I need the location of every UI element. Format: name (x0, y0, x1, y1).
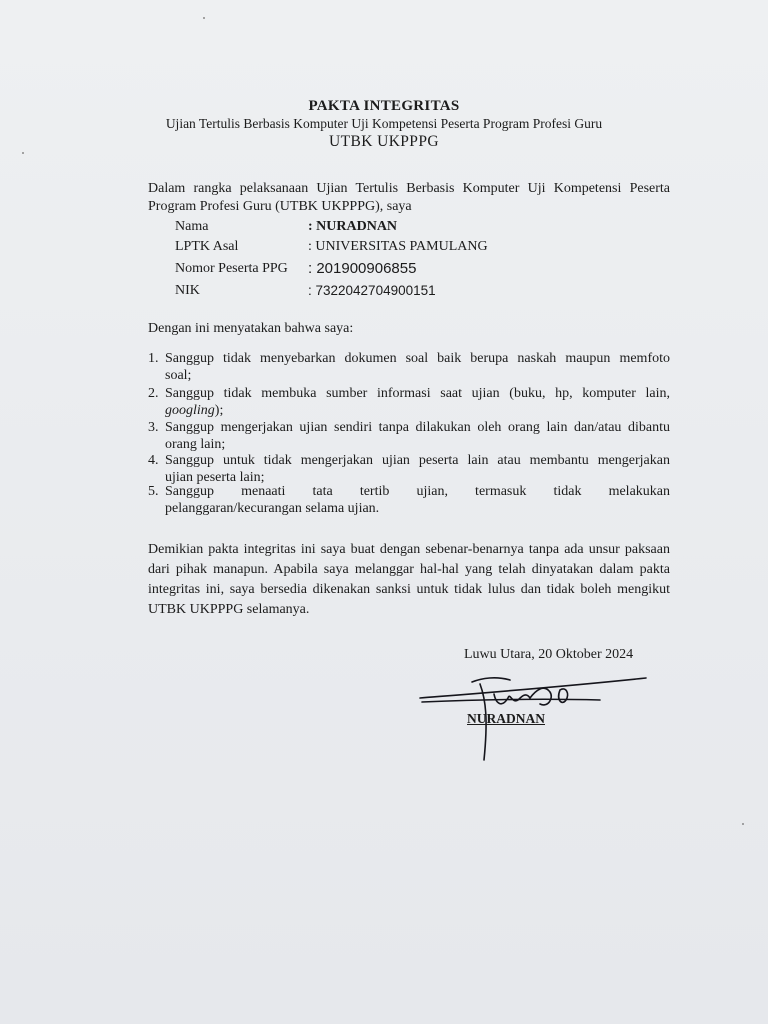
identity-label: Nomor Peserta PPG (175, 261, 288, 276)
scan-speck (742, 823, 744, 825)
list-text-continued (165, 403, 223, 420)
closing-paragraph: Demikian pakta integritas ini saya buat dengan sebenar-benarnya tanpa ada unsur paksaan dari pihak manapun. Apabila saya melanggar hal-hal yang telah dinyatakan dalam pakta integritas ini, saya bersedia dikenakan sanksi untuk tidak lulus dan tidak boleh mengikut UTBK UKPPPG selamanya. (148, 542, 670, 617)
place-and-date: Luwu Utara, 20 Oktober 2024 (464, 647, 634, 662)
list-text-italic: googling (165, 402, 215, 418)
list-number: 4. (148, 453, 159, 468)
list-text: Sanggup tidak membuka sumber informasi saat ujian (buku, hp, komputer lain, (165, 386, 670, 401)
signer-name: NURADNAN (467, 711, 545, 726)
list-text-continued: soal; (165, 367, 192, 383)
list-text-tail: ); (214, 402, 224, 418)
list-text: Sanggup tidak menyebarkan dokumen soal baik berupa naskah maupun memfoto (165, 351, 670, 366)
program-name: UTBK UKPPPG (329, 133, 439, 150)
list-text-continued: pelanggaran/kecurangan selama ujian. (165, 500, 380, 516)
scan-speck (22, 152, 24, 154)
list-text-continued: orang lain; (165, 436, 226, 452)
list-text: Sanggup mengerjakan ujian sendiri tanpa dilakukan oleh orang lain dan/atau dibantu (165, 420, 670, 435)
intro-paragraph: Dalam rangka pelaksanaan Ujian Tertulis Berbasis Komputer Uji Kompetensi Peserta Program Profesi Guru (UTBK UKPPPG), saya (148, 181, 670, 214)
identity-label: Nama (175, 219, 209, 234)
list-number: 1. (148, 351, 159, 366)
identity-value: : 7322042704900151 (308, 283, 436, 298)
list-text: Sanggup untuk tidak mengerjakan ujian peserta lain atau membantu mengerjakan (165, 453, 670, 468)
list-number: 2. (148, 386, 159, 401)
identity-label: LPTK Asal (175, 239, 239, 254)
document-subtitle: Ujian Tertulis Berbasis Komputer Uji Kompetensi Peserta Program Profesi Guru (165, 116, 603, 131)
scan-speck (203, 17, 205, 19)
identity-value: : UNIVERSITAS PAMULANG (308, 239, 488, 254)
identity-value: : 201900906855 (308, 260, 417, 277)
document-title: PAKTA INTEGRITAS (308, 98, 460, 114)
list-text: Sanggup menaati tata tertib ujian, termasuk tidak melakukan (165, 484, 670, 499)
identity-value: : NURADNAN (308, 219, 398, 234)
list-number: 5. (148, 484, 159, 499)
statement-line: Dengan ini menyatakan bahwa saya: (148, 321, 354, 336)
identity-label: NIK (175, 283, 200, 298)
list-number: 3. (148, 420, 159, 435)
list-text-continued: ujian peserta lain; (165, 469, 265, 485)
